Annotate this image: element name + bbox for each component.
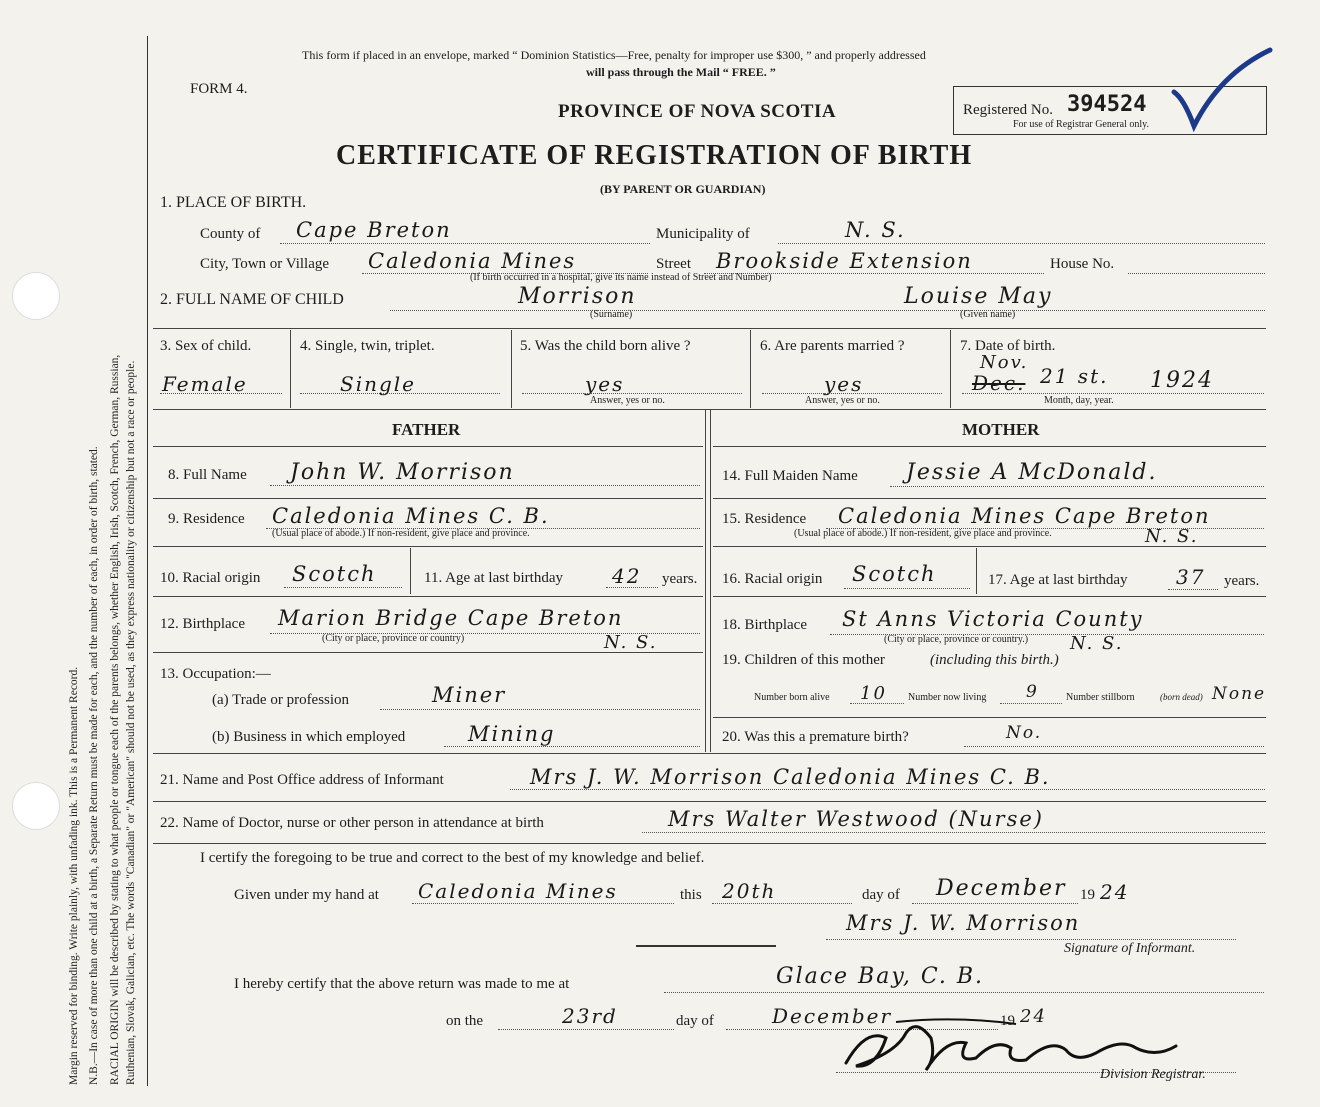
city-label: City, Town or Village <box>200 256 330 272</box>
rule-m16-17 <box>976 548 977 594</box>
given-year-prefix: 19 <box>1080 887 1095 903</box>
dob-year: 1924 <box>1150 368 1214 393</box>
trade-label: (a) Trade or profession <box>212 692 350 708</box>
trade-line <box>380 709 700 710</box>
registered-number: 394524 <box>1067 92 1147 117</box>
born-alive-caption: Answer, yes or no. <box>590 395 665 406</box>
sex-label: 3. Sex of child. <box>160 338 252 354</box>
certificate-subtitle: (BY PARENT OR GUARDIAN) <box>600 182 766 196</box>
father-birthplace-value: Marion Bridge Cape Breton <box>278 606 624 630</box>
rule-21 <box>153 801 1266 802</box>
plurality-value: Single <box>340 372 417 396</box>
father-birthplace-caption: (City or place, province or country) <box>322 633 465 644</box>
certification-statement: I certify the foregoing to be true and correct to the best of my knowledge and belief. <box>200 850 705 866</box>
mother-birthplace-value-line2: N. S. <box>1070 633 1124 654</box>
occupation-label: 13. Occupation:— <box>160 666 271 682</box>
sex-line <box>160 393 282 394</box>
father-age-value: 42 <box>612 564 642 588</box>
attendant-line <box>642 832 1265 833</box>
rule-col-4 <box>290 330 291 408</box>
mother-residence-caption: (Usual place of abode.) If non-resident, give place and province. <box>794 528 1052 539</box>
registrar-day-of-label: day of <box>676 1013 714 1029</box>
margin-text-2: N.B.—In case of more than one child at a birth, a Separate Return must be made for each, and the number of each, in order of birth, stated. <box>88 446 100 1085</box>
child-given-name: Louise May <box>904 284 1053 309</box>
sex-value: Female <box>162 372 248 396</box>
born-alive-line <box>522 393 742 394</box>
informant-signature-line <box>826 939 1236 940</box>
municipality-label: Municipality of <box>656 226 750 242</box>
county-value: Cape Breton <box>296 218 452 242</box>
father-racial-line <box>284 587 402 588</box>
born-alive-value: yes <box>585 372 625 396</box>
rule-m14 <box>713 498 1266 499</box>
registrar-year-prefix: 19 <box>1000 1013 1015 1029</box>
dob-label: 7. Date of birth. <box>960 338 1056 354</box>
informant-signature: Mrs J. W. Morrison <box>846 911 1081 935</box>
dob-month-struck: Dec. <box>972 371 1026 395</box>
child-name-line <box>390 310 1265 311</box>
given-day: 20th <box>722 879 777 903</box>
parents-married-caption: Answer, yes or no. <box>805 395 880 406</box>
street-value: Brookside Extension <box>716 249 973 273</box>
check-mark-icon <box>1170 44 1280 134</box>
mail-notice-line2: will pass through the Mail “ FREE. ” <box>586 65 776 79</box>
born-alive-count-label: Number born alive <box>754 692 830 703</box>
father-name-value: John W. Morrison <box>290 460 515 485</box>
children-note: (including this birth.) <box>930 652 1059 668</box>
rule-f10-11 <box>410 548 411 594</box>
dob-caption: Month, day, year. <box>1044 395 1114 406</box>
municipality-value: N. S. <box>845 218 906 242</box>
given-month-line <box>912 903 1078 904</box>
registrar-month: December <box>772 1004 893 1028</box>
rule-f10 <box>153 596 703 597</box>
mother-name-value: Jessie A McDonald. <box>906 460 1158 485</box>
rule-col-6 <box>750 330 751 408</box>
margin-text-1: Margin reserved for binding. Write plainly, with unfading ink. This is a Permanent Record. <box>68 666 80 1085</box>
given-this-label: this <box>680 887 702 903</box>
punch-hole-bottom <box>12 782 60 830</box>
trade-value: Miner <box>432 683 507 707</box>
informant-value: Mrs J. W. Morrison Caledonia Mines C. B. <box>530 765 1051 789</box>
father-heading: FATHER <box>392 420 461 439</box>
business-value: Mining <box>468 722 556 746</box>
premature-label: 20. Was this a premature birth? <box>722 729 909 745</box>
born-alive-label: 5. Was the child born alive ? <box>520 338 691 354</box>
registrar-day: 23rd <box>562 1004 618 1028</box>
mother-age-value: 37 <box>1176 565 1206 589</box>
given-place: Caledonia Mines <box>418 879 618 903</box>
rule-f9 <box>153 546 703 547</box>
municipality-line <box>778 243 1265 244</box>
child-surname: Morrison <box>518 284 637 309</box>
place-of-birth-heading: 1. PLACE OF BIRTH. <box>160 194 307 211</box>
stillborn-count-note: (born dead) <box>1160 692 1203 702</box>
rule-below-parents <box>153 753 1266 754</box>
premature-value: No. <box>1006 723 1043 743</box>
dob-line <box>962 393 1264 394</box>
mother-name-line <box>890 486 1264 487</box>
child-name-label: 2. FULL NAME OF CHILD <box>160 291 344 308</box>
father-birthplace-value-line2: N. S. <box>604 632 658 653</box>
margin-text-3: RACIAL ORIGIN will be described by stating to what people or tongue each of the parents belongs, whether English, Irish, Scotch, French, German, Russian, <box>109 354 121 1085</box>
informant-signature-label: Signature of Informant. <box>1064 941 1196 956</box>
born-alive-count: 10 <box>860 683 887 704</box>
mother-racial-label: 16. Racial origin <box>722 571 823 587</box>
father-name-line <box>270 485 700 486</box>
dob-day: 21 st. <box>1040 364 1109 388</box>
business-line <box>444 746 700 747</box>
father-years-label: years. <box>662 571 698 587</box>
mother-racial-line <box>844 588 970 589</box>
parents-divider <box>705 410 706 752</box>
business-label: (b) Business in which employed <box>212 729 406 745</box>
father-name-label: 8. Full Name <box>168 467 247 483</box>
street-label: Street <box>656 256 691 272</box>
father-age-label: 11. Age at last birthday <box>424 570 563 586</box>
certificate-title: CERTIFICATE OF REGISTRATION OF BIRTH <box>336 140 973 171</box>
mother-residence-label: 15. Residence <box>722 511 807 527</box>
father-racial-value: Scotch <box>292 562 377 586</box>
registrar-note: For use of Registrar General only. <box>1013 119 1149 130</box>
hospital-note: (If birth occurred in a hospital, give its name instead of Street and Number) <box>470 272 772 283</box>
mother-birthplace-label: 18. Birthplace <box>722 617 807 633</box>
father-residence-value: Caledonia Mines C. B. <box>272 504 550 528</box>
parents-divider-b <box>710 410 711 752</box>
given-name-caption: (Given name) <box>960 309 1016 320</box>
given-place-line <box>412 903 674 904</box>
registrar-signature-label: Division Registrar. <box>1100 1067 1206 1082</box>
mother-heading: MOTHER <box>962 420 1040 439</box>
mother-age-label: 17. Age at last birthday <box>988 572 1128 588</box>
parents-married-line <box>762 393 942 394</box>
attendant-value: Mrs Walter Westwood (Nurse) <box>668 807 1044 831</box>
mother-residence-value-line2: N. S. <box>1145 526 1199 547</box>
stillborn-count: None <box>1212 684 1267 704</box>
registrar-statement: I hereby certify that the above return was made to me at <box>234 976 570 992</box>
plurality-label: 4. Single, twin, triplet. <box>300 338 435 354</box>
dob-month-corrected: Nov. <box>980 352 1029 373</box>
registrar-on-the-label: on the <box>446 1013 484 1029</box>
margin-text-4: Ruthenian, Slovak, Galician, etc. The words "Canadian" or "American" should not be used, as they express nationality or citizenship but not a race or people. <box>125 360 137 1085</box>
mother-years-label: years. <box>1224 573 1260 589</box>
given-day-of-label: day of <box>862 887 900 903</box>
rule-f12 <box>153 652 703 653</box>
mother-age-line <box>1168 589 1218 590</box>
registrar-place-line <box>664 992 1264 993</box>
form-number: FORM 4. <box>190 81 248 97</box>
rule-below-father-heading <box>153 446 703 447</box>
father-residence-caption: (Usual place of abode.) If non-resident, give place and province. <box>272 528 530 539</box>
parents-married-value: yes <box>824 372 864 396</box>
father-residence-label: 9. Residence <box>168 511 245 527</box>
mother-birthplace-caption: (City or place, province or country.) <box>884 634 1029 645</box>
rule-below-mother-heading <box>713 446 1266 447</box>
registered-label: Registered No. <box>963 102 1053 118</box>
punch-hole-top <box>12 272 60 320</box>
father-birthplace-label: 12. Birthplace <box>160 616 245 632</box>
province-heading: PROVINCE OF NOVA SCOTIA <box>558 101 837 122</box>
mother-racial-value: Scotch <box>852 562 937 586</box>
stillborn-count-label: Number stillborn <box>1066 692 1135 703</box>
plurality-line <box>300 393 500 394</box>
margin-rule <box>147 36 148 1086</box>
rule-m19 <box>713 717 1266 718</box>
informant-label: 21. Name and Post Office address of Informant <box>160 772 444 788</box>
rule-m15 <box>713 546 1266 547</box>
rule-22 <box>153 843 1266 844</box>
parents-married-label: 6. Are parents married ? <box>760 338 905 354</box>
given-label: Given under my hand at <box>234 887 379 903</box>
registrar-place: Glace Bay, C. B. <box>776 964 985 989</box>
premature-line <box>964 746 1264 747</box>
living-count: 9 <box>1026 682 1039 702</box>
given-year: 24 <box>1100 880 1130 904</box>
county-label: County of <box>200 226 261 242</box>
house-no-label: House No. <box>1050 256 1115 272</box>
mother-birthplace-value: St Anns Victoria County <box>842 607 1144 631</box>
registrar-day-line <box>498 1029 674 1030</box>
rule-col-7 <box>950 330 951 408</box>
rule-col-5 <box>511 330 512 408</box>
rule-m16 <box>713 596 1266 597</box>
mother-residence-value: Caledonia Mines Cape Breton <box>838 504 1211 528</box>
father-racial-label: 10. Racial origin <box>160 570 261 586</box>
mother-name-label: 14. Full Maiden Name <box>722 468 858 484</box>
rule-f8 <box>153 498 703 499</box>
mail-notice-line1: This form if placed in an envelope, marked “ Dominion Statistics—Free, penalty for improper use $300, ” and properly addressed <box>302 48 926 62</box>
informant-line <box>510 789 1265 790</box>
county-line <box>280 243 650 244</box>
registrar-year: 24 <box>1020 1006 1047 1027</box>
given-month: December <box>936 876 1067 901</box>
living-count-line <box>1000 703 1062 704</box>
rule-above-row3 <box>153 328 1266 329</box>
house-no-line <box>1128 273 1265 274</box>
living-count-label: Number now living <box>908 692 987 703</box>
given-day-line <box>712 903 852 904</box>
attendant-label: 22. Name of Doctor, nurse or other person in attendance at birth <box>160 815 544 831</box>
children-label: 19. Children of this mother <box>722 652 885 668</box>
surname-caption: (Surname) <box>590 309 633 320</box>
city-value: Caledonia Mines <box>368 249 577 273</box>
separator-rule <box>636 945 776 947</box>
